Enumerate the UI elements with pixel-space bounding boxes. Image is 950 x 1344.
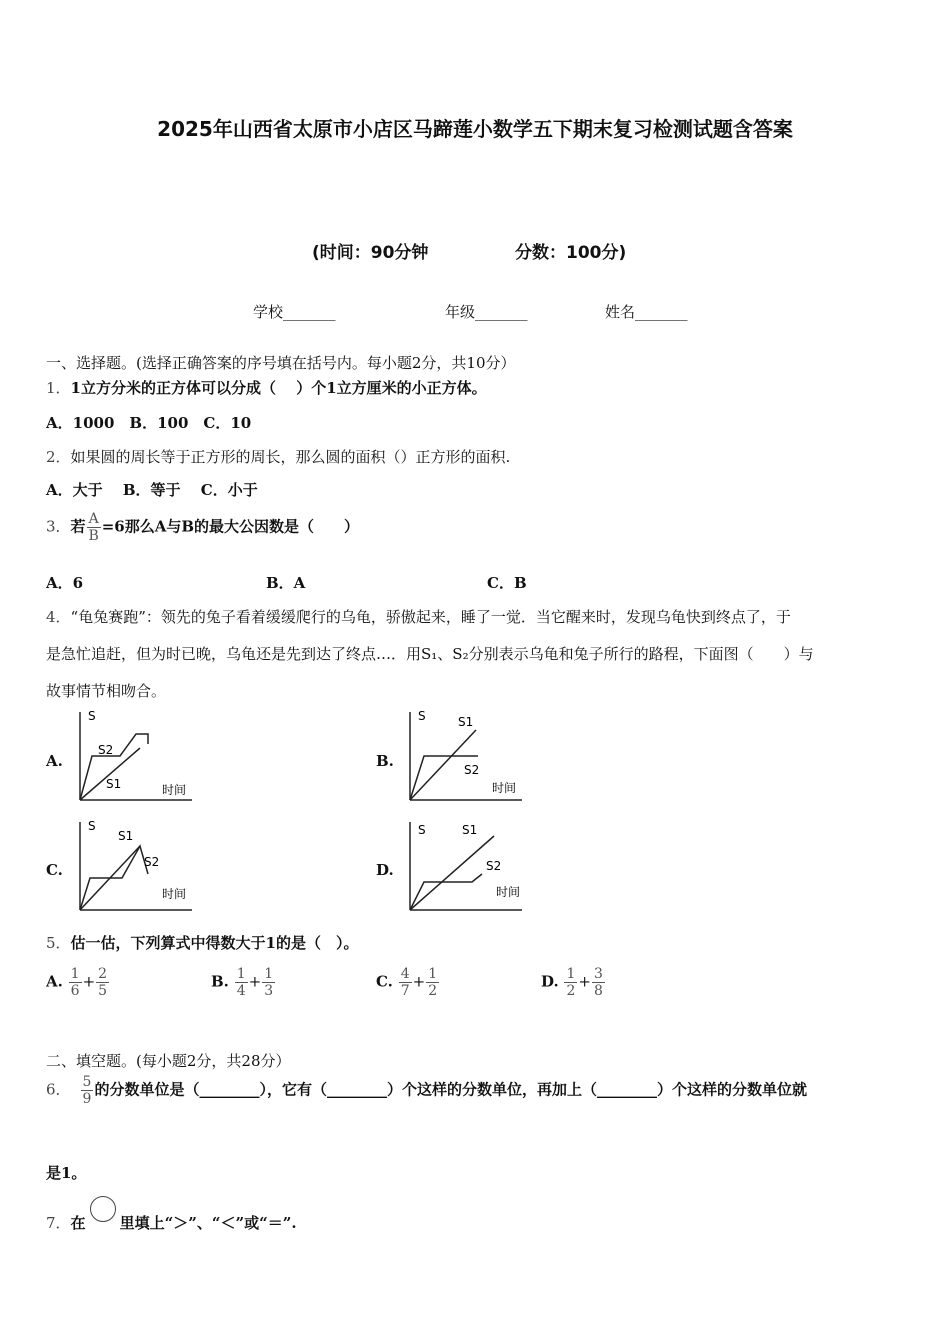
- chart-d-s1-label: S1: [462, 823, 478, 837]
- q3-opt-a: A．6: [46, 574, 84, 592]
- q3-opt-b: B．A: [266, 574, 306, 592]
- q4-chart-c: [72, 818, 197, 914]
- q4-label-b: B.: [376, 752, 394, 770]
- q5-d-frac1: [564, 966, 577, 999]
- q4-label-c: C.: [46, 861, 63, 879]
- q6-line2-text: 是1。: [46, 1164, 87, 1182]
- q2-options-text: A．大于 B．等于 C．小于: [46, 481, 258, 499]
- frac-den: 8: [593, 983, 603, 999]
- q1-options-text: A．1000 B．100 C．10: [46, 414, 252, 432]
- frac-num: 1: [264, 966, 274, 982]
- chart-d-s-label: S: [418, 823, 426, 837]
- q7-pre: 在: [70, 1214, 86, 1232]
- q6-line2: [46, 1162, 86, 1183]
- grade-field: 年级_______: [445, 303, 528, 321]
- q1-options: [46, 412, 251, 433]
- chart-b-s-label: S: [418, 709, 426, 723]
- chart-c-s2-line: [80, 846, 148, 910]
- q3-text: =6那么A与B的最大公因数是（ ）: [101, 517, 360, 536]
- q3-frac-den: B: [88, 528, 99, 544]
- q3-option-c: [487, 572, 527, 593]
- frac-den: 4: [236, 983, 246, 999]
- q4-chart-d: [402, 818, 527, 914]
- q3-opt-c: C．B: [487, 574, 527, 592]
- frac-den: 9: [82, 1091, 92, 1107]
- q3-number: 3．: [46, 517, 71, 536]
- q4-chart-b: [402, 708, 527, 804]
- q5-d-label: D.: [541, 972, 559, 991]
- frac-num: 1: [236, 966, 246, 982]
- page-title: 2025年山西省太原市小店区马蹄莲小数学五下期末复习检测试题含答案: [157, 117, 793, 141]
- chart-d-s2-label: S2: [486, 859, 502, 873]
- q3-pre: 若: [70, 517, 86, 536]
- frac-num: 5: [82, 1074, 92, 1090]
- q5-c-frac1: [399, 966, 412, 999]
- q5-b-label: B.: [211, 972, 229, 991]
- chart-d-s1-line: [410, 836, 494, 910]
- q5-option-b: [211, 966, 276, 999]
- chart-c-time-label: 时间: [162, 887, 187, 901]
- plus-sign: +: [412, 972, 426, 991]
- chart-b-s1-label: S1: [458, 715, 474, 729]
- frac-den: 2: [566, 983, 576, 999]
- time-info: (时间：90分钟: [312, 243, 429, 263]
- q3-fraction: [87, 511, 101, 544]
- q6-text: 的分数单位是（________），它有（________）个这样的分数单位，再加上（________）个这样的分数单位就: [94, 1080, 807, 1099]
- q5-a-frac2: [96, 966, 109, 999]
- question-4-line2: 是急忙追赶，但为时已晚，乌龟还是先到达了终点…．用S₁、S₂分别表示乌龟和兔子所行的路程，下面图（ ）与: [46, 645, 814, 663]
- frac-num: 4: [400, 966, 410, 982]
- q4-number: 4．: [46, 608, 71, 626]
- frac-den: 2: [428, 983, 438, 999]
- frac-den: 3: [264, 983, 274, 999]
- chart-c-s-label: S: [88, 819, 96, 833]
- q3-frac-num: A: [88, 511, 99, 527]
- q4-label-a: A.: [46, 752, 63, 770]
- section2-heading: 二、填空题。(每小题2分，共28分）: [46, 1052, 291, 1070]
- q4-label-d: D.: [376, 861, 394, 879]
- q6-number: 6．: [46, 1080, 71, 1099]
- frac-num: 1: [428, 966, 438, 982]
- frac-num: 3: [593, 966, 603, 982]
- school-field: 学校_______: [253, 303, 336, 321]
- chart-c-s2-label: S2: [144, 855, 160, 869]
- question-7: [46, 1196, 297, 1233]
- frac-den: 6: [70, 983, 80, 999]
- q5-option-d: [541, 966, 606, 999]
- chart-d-s2-line: [410, 874, 482, 910]
- q1-number: 1．: [46, 379, 71, 397]
- q1-text: 1立方分米的正方体可以分成（ ）个1立方厘米的小正方体。: [70, 379, 487, 397]
- section1-heading: 一、选择题。(选择正确答案的序号填在括号内。每小题2分，共10分）: [46, 354, 516, 372]
- question-1: [46, 377, 487, 398]
- chart-a-s1-label: S1: [106, 777, 122, 791]
- question-6: [46, 1074, 807, 1107]
- question-3: [46, 511, 359, 544]
- question-5: [46, 932, 359, 953]
- q5-text: 估一估，下列算式中得数大于1的是（ ）。: [70, 934, 359, 952]
- plus-sign: +: [578, 972, 591, 991]
- frac-den: 7: [400, 983, 410, 999]
- question-4-line1: [46, 606, 791, 627]
- q3-option-b: [266, 572, 305, 593]
- chart-d-time-label: 时间: [496, 885, 521, 899]
- q5-a-frac1: [69, 966, 82, 999]
- plus-sign: +: [248, 972, 262, 991]
- circle-icon: [90, 1196, 116, 1222]
- q5-number: 5．: [46, 934, 71, 952]
- chart-c-s1-label: S1: [118, 829, 134, 843]
- frac-num: 2: [98, 966, 108, 982]
- q5-a-label: A.: [46, 972, 63, 991]
- q2-number: 2．: [46, 448, 71, 466]
- q7-number: 7．: [46, 1214, 71, 1232]
- question-4-line3: 故事情节相吻合。: [46, 682, 167, 700]
- q2-options: [46, 479, 258, 500]
- chart-a-time-label: 时间: [162, 783, 187, 797]
- q4-chart-a: [72, 708, 197, 804]
- frac-num: 1: [566, 966, 576, 982]
- q6-fraction: [81, 1074, 94, 1107]
- q5-b-frac2: [262, 966, 275, 999]
- q3-option-a: [46, 572, 83, 593]
- question-2: [46, 446, 510, 467]
- frac-den: 5: [98, 983, 108, 999]
- q4-line1: “龟兔赛跑”：领先的兔子看着缓缓爬行的乌龟，骄傲起来，睡了一觉．当它醒来时，发现乌龟快到终点了，于: [70, 608, 791, 626]
- chart-b-time-label: 时间: [492, 781, 517, 795]
- chart-a-s2-label: S2: [98, 743, 114, 757]
- q5-c-frac2: [426, 966, 439, 999]
- q5-c-label: C.: [376, 972, 393, 991]
- score-info: 分数：100分): [515, 243, 627, 263]
- q2-text: 如果圆的周长等于正方形的周长，那么圆的面积（）正方形的面积.: [70, 448, 511, 466]
- q5-option-c: [376, 966, 440, 999]
- q5-b-frac1: [235, 966, 248, 999]
- chart-b-s2-label: S2: [464, 763, 480, 777]
- name-field: 姓名_______: [605, 303, 688, 321]
- plus-sign: +: [82, 972, 96, 991]
- q7-text: 里填上“＞”、“＜”或“＝”.: [119, 1214, 297, 1232]
- q5-option-a: [46, 966, 110, 999]
- q5-d-frac2: [592, 966, 605, 999]
- frac-num: 1: [70, 966, 80, 982]
- chart-a-s-label: S: [88, 709, 96, 723]
